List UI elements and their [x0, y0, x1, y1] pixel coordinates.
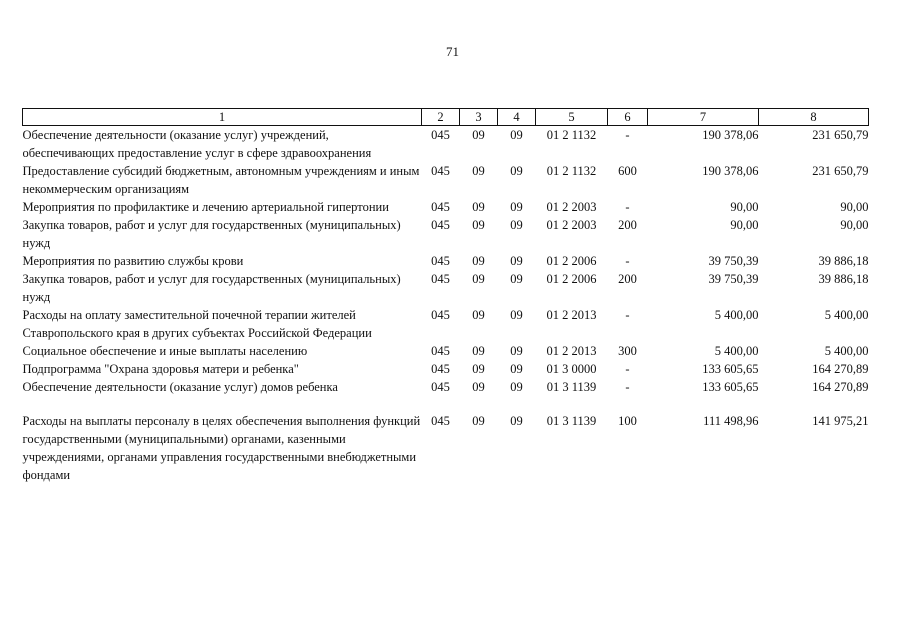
- subsection-code: 09: [510, 344, 523, 358]
- header-cell-1: 1: [23, 109, 422, 126]
- amount-column-8: 90,00: [840, 218, 869, 232]
- header-cell-7: 7: [648, 109, 759, 126]
- target-article-code: 01 3 0000: [546, 362, 597, 376]
- page-number: 71: [446, 44, 459, 59]
- section-code: 09: [472, 254, 485, 268]
- expense-type-code: 200: [618, 272, 637, 286]
- expense-type-code: 600: [618, 164, 637, 178]
- expense-name: Расходы на выплаты персоналу в целях обеспечения выполнения функций государственными (муниципальными) органами, казенными учреждениями, органами управления государственными внебюджетными фондами: [22, 414, 421, 482]
- section-code: 09: [472, 308, 485, 322]
- amount-column-7: 190 378,06: [702, 128, 759, 142]
- expense-type-code: 300: [618, 344, 637, 358]
- amount-column-7: 133 605,65: [702, 380, 759, 394]
- header-cell-4: 4: [498, 109, 536, 126]
- amount-column-8: 231 650,79: [812, 128, 869, 142]
- budget-table: [22, 108, 869, 484]
- amount-column-7: 5 400,00: [714, 308, 759, 322]
- expense-name: Мероприятия по развитию службы крови: [22, 254, 244, 268]
- ministry-code: 045: [431, 128, 450, 142]
- subsection-code: 09: [510, 254, 523, 268]
- subsection-code: 09: [510, 128, 523, 142]
- subsection-code: 09: [510, 200, 523, 214]
- header-cell-8: 8: [759, 109, 869, 126]
- table-row: [23, 378, 869, 396]
- section-code: 09: [472, 164, 485, 178]
- ministry-code: 045: [431, 200, 450, 214]
- expense-type-code: -: [625, 200, 630, 214]
- amount-column-8: 164 270,89: [812, 380, 869, 394]
- ministry-code: 045: [431, 344, 450, 358]
- section-code: 09: [472, 200, 485, 214]
- ministry-code: 045: [431, 414, 450, 428]
- amount-column-8: 5 400,00: [824, 344, 869, 358]
- table-row: [23, 412, 869, 484]
- amount-column-8: 39 886,18: [818, 254, 869, 268]
- subsection-code: 09: [510, 272, 523, 286]
- target-article-code: 01 3 1139: [546, 380, 597, 394]
- amount-column-8: 39 886,18: [818, 272, 869, 286]
- header-cell-6: 6: [608, 109, 648, 126]
- ministry-code: 045: [431, 164, 450, 178]
- expense-name: Расходы на оплату заместительной почечной терапии жителей Ставропольского края в других субъектах Российской Федерации: [22, 308, 372, 340]
- table-row: [23, 252, 869, 270]
- ministry-code: 045: [431, 254, 450, 268]
- ministry-code: 045: [431, 272, 450, 286]
- amount-column-7: 5 400,00: [714, 344, 759, 358]
- expense-name: Предоставление субсидий бюджетным, автономным учреждениям и иным некоммерческим организациям: [22, 164, 420, 196]
- expense-type-code: 200: [618, 218, 637, 232]
- ministry-code: 045: [431, 380, 450, 394]
- table-row: [23, 198, 869, 216]
- target-article-code: 01 3 1139: [546, 414, 597, 428]
- ministry-code: 045: [431, 218, 450, 232]
- table-row: [23, 216, 869, 252]
- amount-column-7: 111 498,96: [703, 414, 759, 428]
- expense-type-code: -: [625, 362, 630, 376]
- expense-type-code: -: [625, 380, 630, 394]
- table-row: [23, 162, 869, 198]
- target-article-code: 01 2 2006: [546, 272, 597, 286]
- section-code: 09: [472, 380, 485, 394]
- expense-name: Закупка товаров, работ и услуг для государственных (муниципальных) нужд: [22, 218, 401, 250]
- target-article-code: 01 2 1132: [546, 164, 597, 178]
- amount-column-7: 39 750,39: [708, 254, 759, 268]
- amount-column-8: 141 975,21: [812, 414, 869, 428]
- ministry-code: 045: [431, 308, 450, 322]
- header-cell-5: 5: [536, 109, 608, 126]
- amount-column-8: 164 270,89: [812, 362, 869, 376]
- subsection-code: 09: [510, 362, 523, 376]
- subsection-code: 09: [510, 414, 523, 428]
- target-article-code: 01 2 2003: [546, 218, 597, 232]
- section-code: 09: [472, 218, 485, 232]
- target-article-code: 01 2 2003: [546, 200, 597, 214]
- subsection-code: 09: [510, 380, 523, 394]
- amount-column-7: 90,00: [730, 218, 759, 232]
- section-code: 09: [472, 362, 485, 376]
- target-article-code: 01 2 2013: [546, 308, 597, 322]
- expense-type-code: -: [625, 254, 630, 268]
- amount-column-8: 90,00: [840, 200, 869, 214]
- table-row: [23, 360, 869, 378]
- expense-name: Социальное обеспечение и иные выплаты населению: [22, 344, 308, 358]
- amount-column-7: 190 378,06: [702, 164, 759, 178]
- expense-type-code: -: [625, 128, 630, 142]
- amount-column-8: 231 650,79: [812, 164, 869, 178]
- amount-column-8: 5 400,00: [824, 308, 869, 322]
- spacer-cell: [23, 396, 869, 412]
- header-row: [23, 109, 869, 126]
- ministry-code: 045: [431, 362, 450, 376]
- expense-type-code: -: [625, 308, 630, 322]
- spacer-row: [23, 396, 869, 412]
- target-article-code: 01 2 2013: [546, 344, 597, 358]
- target-article-code: 01 2 1132: [546, 128, 597, 142]
- subsection-code: 09: [510, 308, 523, 322]
- table-row: [23, 270, 869, 306]
- target-article-code: 01 2 2006: [546, 254, 597, 268]
- expense-name: Обеспечение деятельности (оказание услуг) учреждений, обеспечивающих предоставление услуг в сфере здравоохранения: [22, 128, 372, 160]
- subsection-code: 09: [510, 218, 523, 232]
- table-row: [23, 126, 869, 163]
- header-cell-3: 3: [460, 109, 498, 126]
- subsection-code: 09: [510, 164, 523, 178]
- amount-column-7: 133 605,65: [702, 362, 759, 376]
- expense-type-code: 100: [618, 414, 637, 428]
- amount-column-7: 39 750,39: [708, 272, 759, 286]
- expense-name: Обеспечение деятельности (оказание услуг) домов ребенка: [22, 380, 338, 394]
- table-row: [23, 306, 869, 342]
- table-row: [23, 342, 869, 360]
- section-code: 09: [472, 128, 485, 142]
- expense-name: Мероприятия по профилактике и лечению артериальной гипертонии: [22, 200, 389, 214]
- section-code: 09: [472, 344, 485, 358]
- amount-column-7: 90,00: [730, 200, 759, 214]
- section-code: 09: [472, 414, 485, 428]
- expense-name: Закупка товаров, работ и услуг для государственных (муниципальных) нужд: [22, 272, 401, 304]
- section-code: 09: [472, 272, 485, 286]
- header-cell-2: 2: [422, 109, 460, 126]
- expense-name: Подпрограмма "Охрана здоровья матери и ребенка": [22, 362, 299, 376]
